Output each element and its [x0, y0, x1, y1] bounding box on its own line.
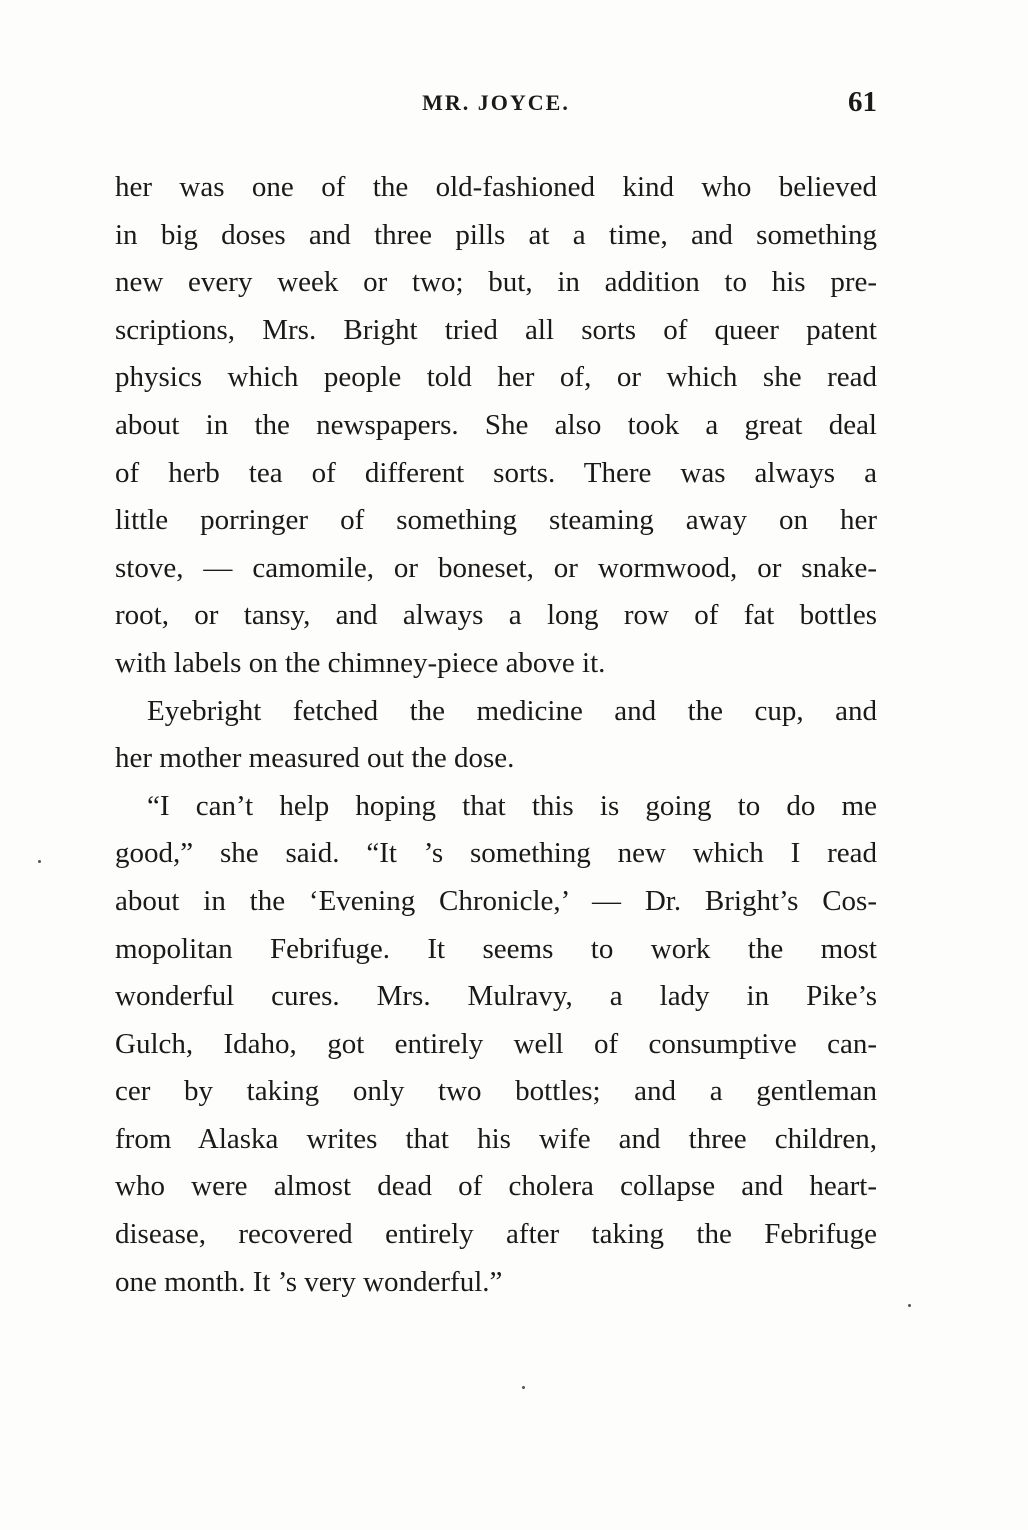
text-line: about in the newspapers. She also took a great deal: [115, 408, 877, 441]
text-line: in big doses and three pills at a time, and something: [115, 218, 877, 251]
body-text: [115, 164, 877, 1306]
text-line: of herb tea of different sorts. There was always a: [115, 456, 877, 489]
text-line: wonderful cures. Mrs. Mulravy, a lady in Pike’s: [115, 980, 877, 1013]
text-line: new every week or two; but, in addition to his pre-: [115, 266, 877, 299]
text-line: Gulch, Idaho, got entirely well of consumptive can-: [115, 1027, 877, 1060]
text-line: stove, — camomile, or boneset, or wormwood, or snake-: [115, 551, 877, 584]
text-line: good,” she said. “It ’s something new which I read: [115, 837, 877, 870]
text-line: one month. It ’s very wonderful.”: [115, 1265, 503, 1298]
text-line: who were almost dead of cholera collapse and heart-: [115, 1170, 877, 1203]
print-speck: [908, 1304, 911, 1307]
text-line: cer by taking only two bottles; and a gentleman: [115, 1075, 877, 1108]
text-line: about in the ‘Evening Chronicle,’ — Dr. Bright’s Cos-: [115, 884, 877, 917]
text-line: scriptions, Mrs. Bright tried all sorts of queer patent: [115, 313, 877, 346]
print-speck: [38, 860, 41, 863]
text-line: “I can’t help hoping that this is going to do me: [147, 789, 877, 822]
text-line: little porringer of something steaming away on her: [115, 504, 877, 537]
text-line: physics which people told her of, or which she read: [115, 361, 877, 394]
text-line: from Alaska writes that his wife and three children,: [115, 1122, 877, 1155]
running-title: MR. JOYCE.: [422, 90, 570, 115]
text-line: root, or tansy, and always a long row of fat bottles: [115, 599, 877, 632]
text-line: disease, recovered entirely after taking the Febrifuge: [115, 1218, 877, 1251]
text-line: her mother measured out the dose.: [115, 742, 515, 775]
page-number: 61: [848, 86, 877, 118]
print-speck: [522, 1386, 525, 1389]
text-line: with labels on the chimney-piece above it.: [115, 646, 606, 679]
text-line: Eyebright fetched the medicine and the cup, and: [147, 694, 877, 727]
text-line: her was one of the old-fashioned kind who believed: [115, 171, 877, 203]
running-head: [115, 86, 877, 126]
text-line: mopolitan Febrifuge. It seems to work the most: [115, 932, 877, 965]
